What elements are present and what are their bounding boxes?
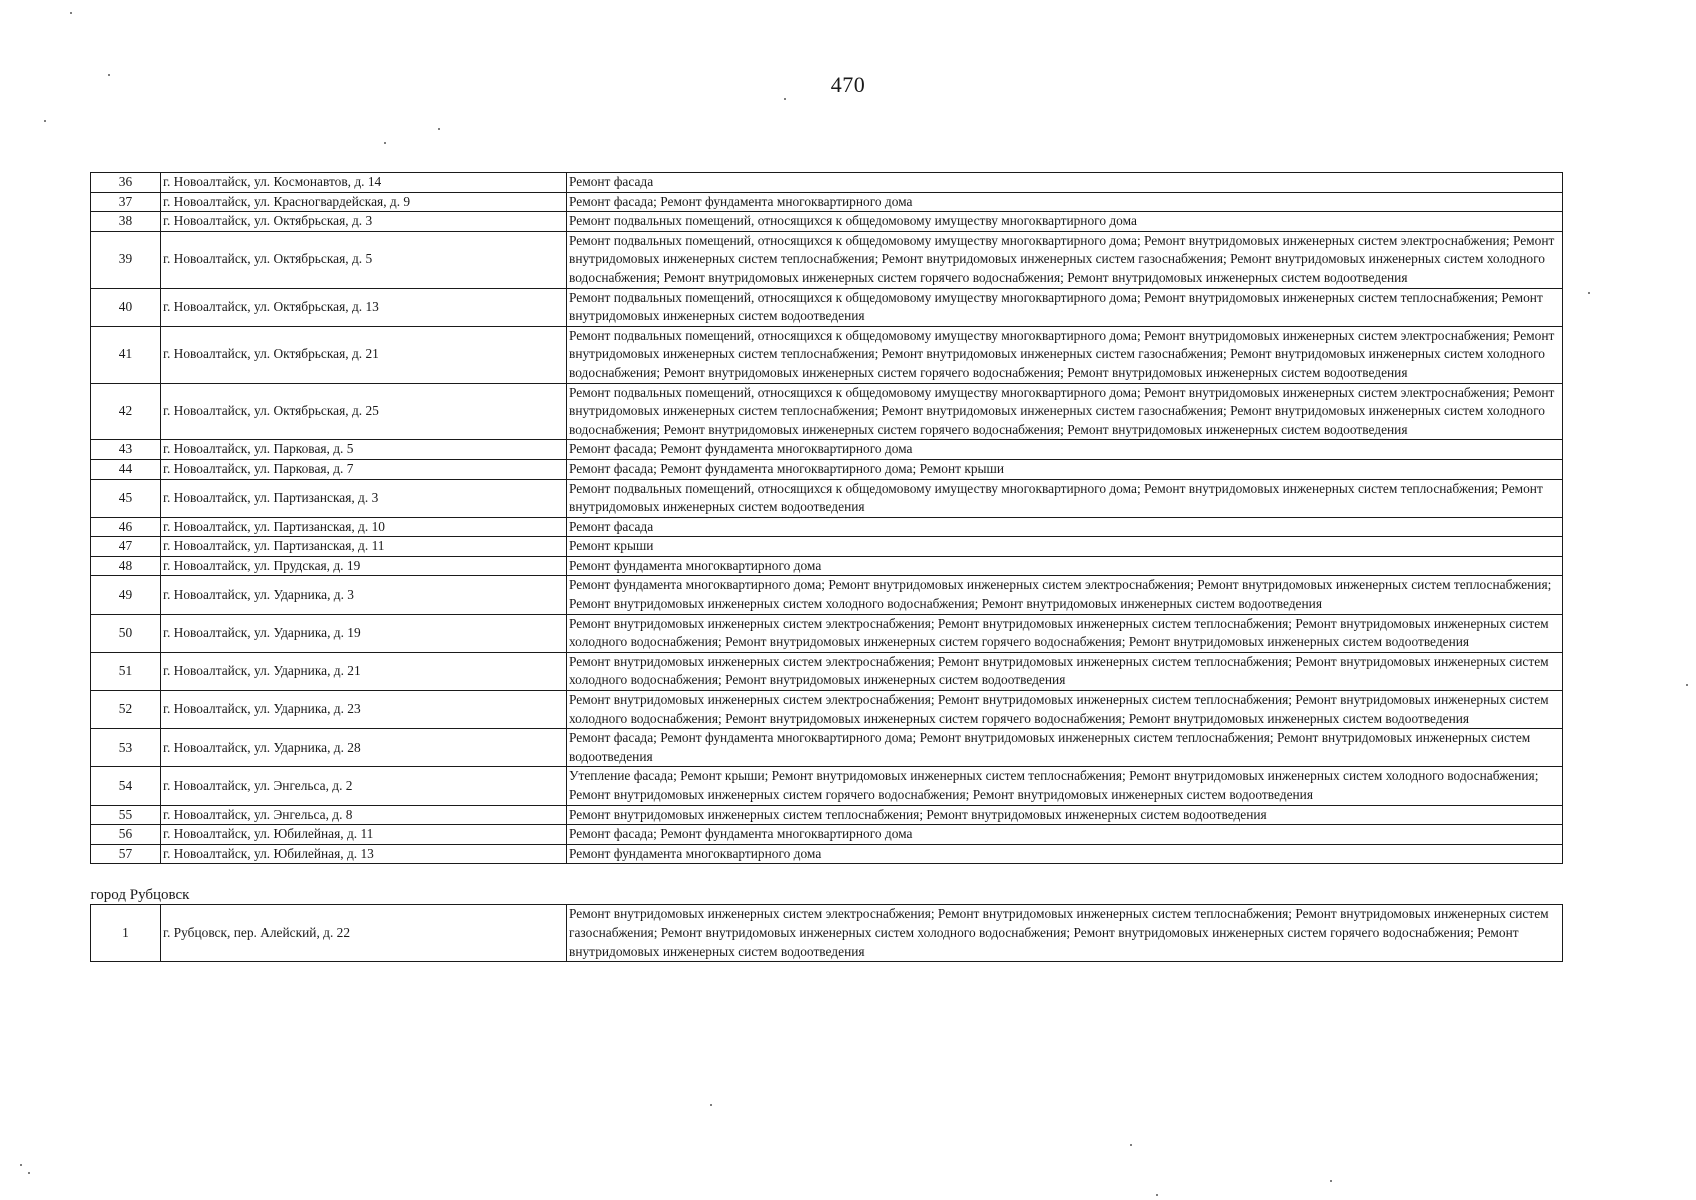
scan-speck: [44, 120, 46, 122]
table-row: [91, 767, 1563, 805]
table-row: [91, 652, 1563, 690]
table-row: [91, 517, 1563, 537]
row-works: Ремонт фундамента многоквартирного дома: [567, 844, 1563, 864]
row-number: 57: [91, 844, 161, 864]
table-row: [91, 326, 1563, 383]
scan-speck: [20, 1164, 22, 1166]
row-works: Ремонт фасада; Ремонт фундамента многоквартирного дома: [567, 192, 1563, 212]
table-row: [91, 905, 1563, 962]
scan-speck: [784, 98, 786, 100]
row-works: Ремонт фасада; Ремонт фундамента многоквартирного дома; Ремонт крыши: [567, 459, 1563, 479]
row-number: 46: [91, 517, 161, 537]
row-works: Ремонт фундамента многоквартирного дома: [567, 556, 1563, 576]
row-address: г. Новоалтайск, ул. Энгельса, д. 2: [161, 767, 567, 805]
row-address: г. Новоалтайск, ул. Ударника, д. 21: [161, 652, 567, 690]
row-address: г. Новоалтайск, ул. Ударника, д. 28: [161, 729, 567, 767]
table-row: [91, 440, 1563, 460]
scan-speck: [1588, 292, 1590, 294]
row-address: г. Новоалтайск, ул. Октябрьская, д. 3: [161, 212, 567, 232]
row-works: Ремонт фасада: [567, 517, 1563, 537]
row-number: 44: [91, 459, 161, 479]
table-row: [91, 537, 1563, 557]
scan-speck: [1330, 1180, 1332, 1182]
table-row: [91, 556, 1563, 576]
table-row: [91, 231, 1563, 288]
row-address: г. Рубцовск, пер. Алейский, д. 22: [161, 905, 567, 962]
row-number: 45: [91, 479, 161, 517]
table-row: [91, 479, 1563, 517]
table-row: [91, 212, 1563, 232]
section-header-row: [91, 864, 1563, 905]
novoaltaisk-rows: [91, 173, 1563, 864]
row-number: 36: [91, 173, 161, 193]
row-address: г. Новоалтайск, ул. Парковая, д. 7: [161, 459, 567, 479]
table-row: [91, 729, 1563, 767]
table-row: [91, 192, 1563, 212]
scan-speck: [438, 128, 440, 130]
row-number: 39: [91, 231, 161, 288]
table-row: [91, 614, 1563, 652]
row-works: Ремонт внутридомовых инженерных систем электроснабжения; Ремонт внутридомовых инженерных систем теплоснабжения; Ремонт внутридомовых инженерных систем газоснабжения; Ремонт внутридомовых инженерных систем холодного водоснабжения; Ремонт внутридомовых инженерных систем горячего водоснабжения; Ремонт внутридомовых инженерных систем водоотведения: [567, 905, 1563, 962]
rubtsovsk-section: [91, 864, 1563, 905]
row-number: 48: [91, 556, 161, 576]
scan-speck: [384, 142, 386, 144]
table-row: [91, 173, 1563, 193]
scan-speck: [28, 1172, 30, 1174]
repair-register-table: [90, 172, 1563, 962]
row-address: г. Новоалтайск, ул. Красногвардейская, д. 9: [161, 192, 567, 212]
row-address: г. Новоалтайск, ул. Ударника, д. 19: [161, 614, 567, 652]
scan-speck: [1686, 684, 1688, 686]
scan-speck: [710, 1104, 712, 1106]
row-number: 1: [91, 905, 161, 962]
scan-speck: [108, 74, 110, 76]
row-address: г. Новоалтайск, ул. Октябрьская, д. 13: [161, 288, 567, 326]
rubtsovsk-rows: [91, 905, 1563, 962]
row-address: г. Новоалтайск, ул. Октябрьская, д. 25: [161, 383, 567, 440]
row-works: Ремонт внутридомовых инженерных систем электроснабжения; Ремонт внутридомовых инженерных систем теплоснабжения; Ремонт внутридомовых инженерных систем холодного водоснабжения; Ремонт внутридомовых инженерных систем горячего водоснабжения; Ремонт внутридомовых инженерных систем водоотведения: [567, 691, 1563, 729]
row-number: 37: [91, 192, 161, 212]
table-row: [91, 576, 1563, 614]
row-number: 42: [91, 383, 161, 440]
row-address: г. Новоалтайск, ул. Прудская, д. 19: [161, 556, 567, 576]
scan-speck: [1130, 1144, 1132, 1146]
row-number: 40: [91, 288, 161, 326]
row-works: Ремонт подвальных помещений, относящихся к общедомовому имуществу многоквартирного дома; Ремонт внутридомовых инженерных систем теплоснабжения; Ремонт внутридомовых инженерных систем водоотведения: [567, 479, 1563, 517]
row-works: Ремонт подвальных помещений, относящихся к общедомовому имуществу многоквартирного дома; Ремонт внутридомовых инженерных систем теплоснабжения; Ремонт внутридомовых инженерных систем водоотведения: [567, 288, 1563, 326]
row-number: 49: [91, 576, 161, 614]
row-number: 56: [91, 825, 161, 845]
page-number: 470: [830, 72, 866, 97]
scan-speck: [1156, 1194, 1158, 1196]
row-address: г. Новоалтайск, ул. Партизанская, д. 3: [161, 479, 567, 517]
row-address: г. Новоалтайск, ул. Энгельса, д. 8: [161, 805, 567, 825]
row-address: г. Новоалтайск, ул. Парковая, д. 5: [161, 440, 567, 460]
row-number: 41: [91, 326, 161, 383]
row-address: г. Новоалтайск, ул. Юбилейная, д. 13: [161, 844, 567, 864]
row-works: Ремонт внутридомовых инженерных систем электроснабжения; Ремонт внутридомовых инженерных систем теплоснабжения; Ремонт внутридомовых инженерных систем холодного водоснабжения; Ремонт внутридомовых инженерных систем горячего водоснабжения; Ремонт внутридомовых инженерных систем водоотведения: [567, 614, 1563, 652]
row-address: г. Новоалтайск, ул. Октябрьская, д. 5: [161, 231, 567, 288]
table-row: [91, 691, 1563, 729]
row-number: 50: [91, 614, 161, 652]
row-number: 55: [91, 805, 161, 825]
row-works: Ремонт подвальных помещений, относящихся к общедомовому имуществу многоквартирного дома; Ремонт внутридомовых инженерных систем электроснабжения; Ремонт внутридомовых инженерных систем теплоснабжения; Ремонт внутридомовых инженерных систем газоснабжения; Ремонт внутридомовых инженерных систем холодного водоснабжения; Ремонт внутридомовых инженерных систем горячего водоснабжения; Ремонт внутридомовых инженерных систем водоотведения: [567, 231, 1563, 288]
table-row: [91, 383, 1563, 440]
table-row: [91, 825, 1563, 845]
table-row: [91, 288, 1563, 326]
row-works: Ремонт фасада; Ремонт фундамента многоквартирного дома; Ремонт внутридомовых инженерных систем теплоснабжения; Ремонт внутридомовых инженерных систем водоотведения: [567, 729, 1563, 767]
row-works: Ремонт подвальных помещений, относящихся к общедомовому имуществу многоквартирного дома; Ремонт внутридомовых инженерных систем электроснабжения; Ремонт внутридомовых инженерных систем теплоснабжения; Ремонт внутридомовых инженерных систем газоснабжения; Ремонт внутридомовых инженерных систем холодного водоснабжения; Ремонт внутридомовых инженерных систем горячего водоснабжения; Ремонт внутридомовых инженерных систем водоотведения: [567, 326, 1563, 383]
table-row: [91, 805, 1563, 825]
row-works: Ремонт крыши: [567, 537, 1563, 557]
row-address: г. Новоалтайск, ул. Октябрьская, д. 21: [161, 326, 567, 383]
row-address: г. Новоалтайск, ул. Партизанская, д. 11: [161, 537, 567, 557]
row-address: г. Новоалтайск, ул. Ударника, д. 23: [161, 691, 567, 729]
table-row: [91, 459, 1563, 479]
row-works: Ремонт фасада; Ремонт фундамента многоквартирного дома: [567, 825, 1563, 845]
row-works: Ремонт подвальных помещений, относящихся к общедомовому имуществу многоквартирного дома; Ремонт внутридомовых инженерных систем электроснабжения; Ремонт внутридомовых инженерных систем теплоснабжения; Ремонт внутридомовых инженерных систем газоснабжения; Ремонт внутридомовых инженерных систем холодного водоснабжения; Ремонт внутридомовых инженерных систем горячего водоснабжения; Ремонт внутридомовых инженерных систем водоотведения: [567, 383, 1563, 440]
row-works: Ремонт внутридомовых инженерных систем теплоснабжения; Ремонт внутридомовых инженерных систем водоотведения: [567, 805, 1563, 825]
row-works: Ремонт внутридомовых инженерных систем электроснабжения; Ремонт внутридомовых инженерных систем теплоснабжения; Ремонт внутридомовых инженерных систем холодного водоснабжения; Ремонт внутридомовых инженерных систем водоотведения: [567, 652, 1563, 690]
table-row: [91, 844, 1563, 864]
row-number: 51: [91, 652, 161, 690]
row-address: г. Новоалтайск, ул. Юбилейная, д. 11: [161, 825, 567, 845]
section-title: город Рубцовск: [91, 864, 1563, 905]
row-works: Утепление фасада; Ремонт крыши; Ремонт внутридомовых инженерных систем теплоснабжения; Ремонт внутридомовых инженерных систем холодного водоснабжения; Ремонт внутридомовых инженерных систем горячего водоснабжения; Ремонт внутридомовых инженерных систем водоотведения: [567, 767, 1563, 805]
row-number: 53: [91, 729, 161, 767]
row-address: г. Новоалтайск, ул. Партизанская, д. 10: [161, 517, 567, 537]
row-address: г. Новоалтайск, ул. Ударника, д. 3: [161, 576, 567, 614]
row-number: 43: [91, 440, 161, 460]
row-number: 54: [91, 767, 161, 805]
row-works: Ремонт фундамента многоквартирного дома; Ремонт внутридомовых инженерных систем электроснабжения; Ремонт внутридомовых инженерных систем теплоснабжения; Ремонт внутридомовых инженерных систем холодного водоснабжения; Ремонт внутридомовых инженерных систем водоотведения: [567, 576, 1563, 614]
row-works: Ремонт подвальных помещений, относящихся к общедомовому имуществу многоквартирного дома: [567, 212, 1563, 232]
row-number: 38: [91, 212, 161, 232]
row-number: 52: [91, 691, 161, 729]
row-number: 47: [91, 537, 161, 557]
scan-speck: [70, 12, 72, 14]
row-works: Ремонт фасада; Ремонт фундамента многоквартирного дома: [567, 440, 1563, 460]
row-works: Ремонт фасада: [567, 173, 1563, 193]
row-address: г. Новоалтайск, ул. Космонавтов, д. 14: [161, 173, 567, 193]
